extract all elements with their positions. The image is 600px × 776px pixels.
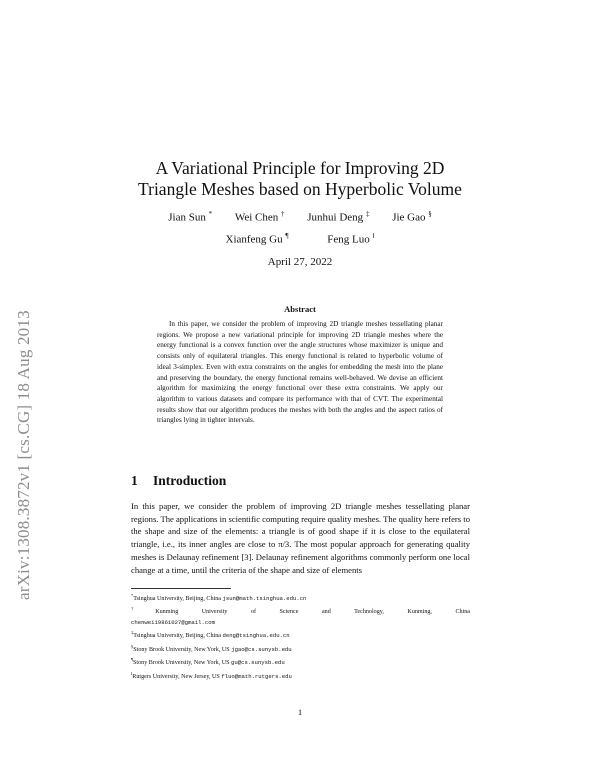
footnote: ¶Stony Brook University, New York, US gu@cs.sunysb.edu — [131, 657, 285, 667]
footnote-continuation: chenwei19861027@gmail.com — [131, 618, 215, 626]
title-line-1: A Variational Principle for Improving 2D — [155, 158, 445, 178]
paper-date: April 27, 2022 — [267, 256, 333, 268]
footnote: ‡Tsinghua University, Beijing, China deng@tsinghua.edu.cn — [131, 630, 290, 640]
section-title: Introduction — [153, 473, 227, 488]
footnote: *Tsinghua University, Beijing, China jsun@math.tsinghua.edu.cn — [131, 593, 307, 603]
author: Junhui Deng ‡ — [307, 210, 370, 224]
footnote: ‖Rutgers University, New Jersey, US fluo@math.rutgers.edu — [131, 670, 292, 680]
author: Xianfeng Gu ¶ — [225, 232, 289, 246]
abstract-heading: Abstract — [284, 304, 316, 314]
author: Jian Sun * — [168, 210, 213, 224]
footnote: §Stony Brook University, New York, US jgao@cs.sunysb.edu — [131, 643, 292, 653]
footnotes — [131, 591, 470, 682]
paper-title — [60, 158, 540, 200]
arxiv-identifier-stamp: arXiv:1308.3872v1 [cs.CG] 18 Aug 2013 — [14, 310, 33, 600]
section-heading — [131, 473, 226, 489]
author: Jie Gao § — [392, 210, 432, 224]
authors-row-2 — [100, 232, 500, 246]
author: Wei Chen † — [234, 210, 285, 224]
author: Feng Luo ‖ — [327, 232, 375, 246]
footnote-divider — [131, 588, 231, 589]
footnote: †Kunming University of Science and Technology, Kunming, China — [131, 606, 471, 616]
abstract-text: In this paper, we consider the problem of improving 2D triangle meshes tessellating planar regions. We propose a new variational principle for improving 2D triangle meshes where the energy functional is a convex function over the angle structures whose maximizer is unique and consists only of equilateral triangles. This energy functional is related to hyperbolic volume of ideal 3-simplex. Even with extra constraints on the angles for embedding the mesh into the plane and preserving the boundary, the energy functional remains well-behaved. We devise an efficient algorithm for maximizing the energy functional over these extra constraints. We apply our algorithm to various datasets and compare its performance with that of CVT. The experimental results show that our algorithm produces the meshes with both the angles and the aspect ratios of triangles lying in tighter intervals. — [157, 320, 443, 425]
authors-row-1 — [100, 210, 500, 224]
page-number: 1 — [297, 707, 303, 717]
section-number: 1 — [131, 473, 138, 488]
title-line-2: Triangle Meshes based on Hyperbolic Volume — [138, 179, 462, 199]
introduction-paragraph: In this paper, we consider the problem of improving 2D triangle meshes tessellating planar regions. The applications in scientific computing require quality meshes. The quality here refers to the shape and size of the elements: a triangle is of good shape if it is close to the equilateral triangle, i.e., its inner angles are close to π/3. The most popular approach for generating quality meshes is Delaunay refinement [3]. Delaunay refinement algorithms commonly perform one local change at a time, until the criteria of the shape and size of elements — [131, 501, 470, 575]
